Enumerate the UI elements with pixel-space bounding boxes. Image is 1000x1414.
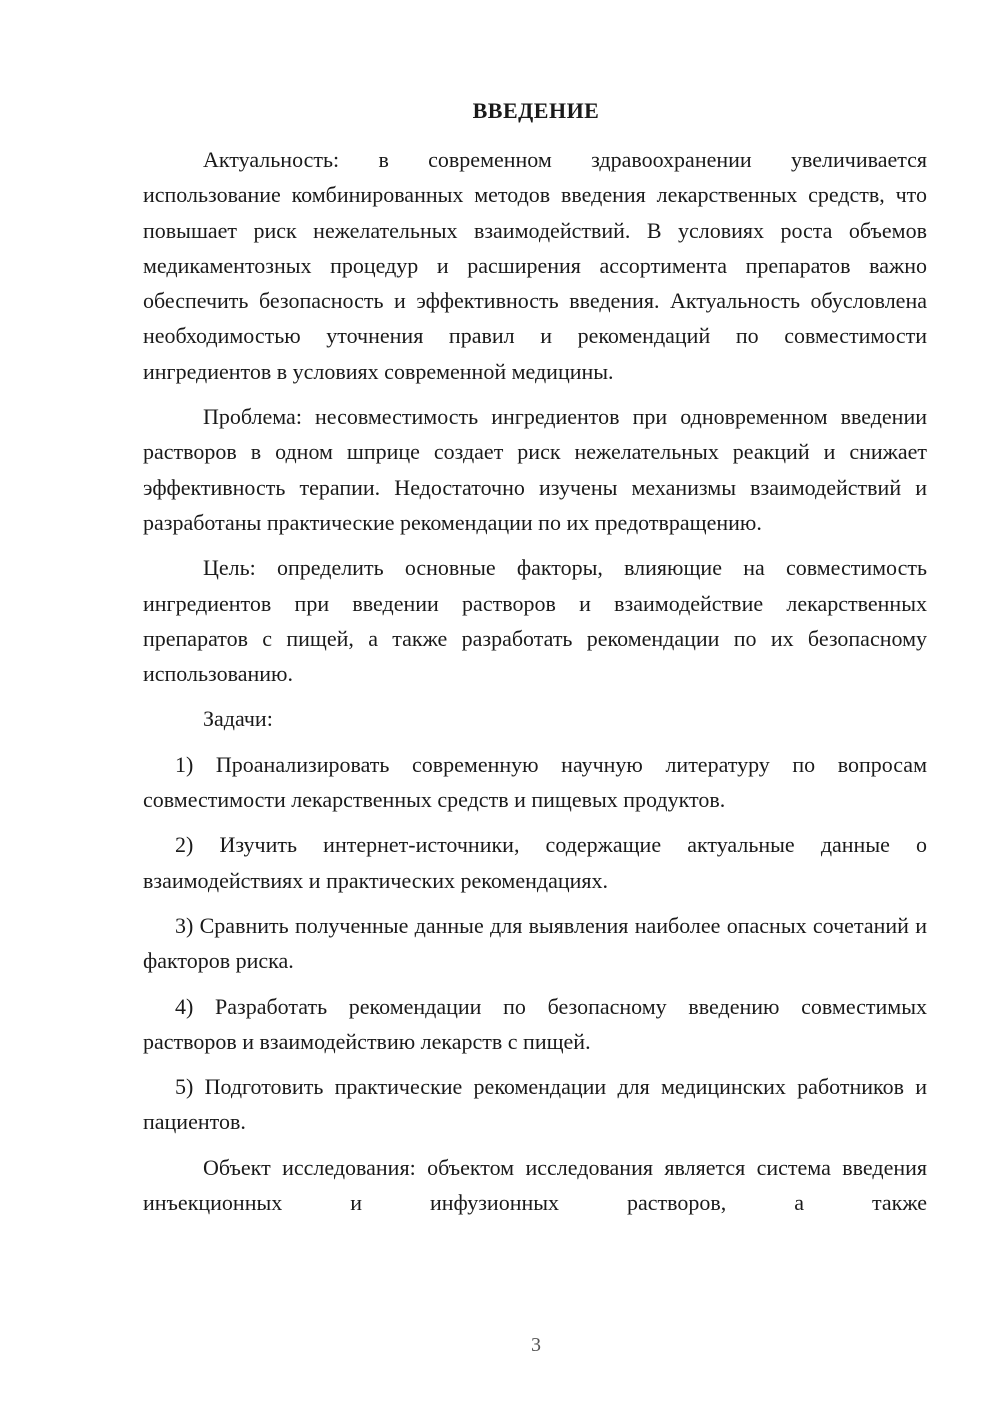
- task-item-3: 3) Сравнить полученные данные для выявления наиболее опасных сочетаний и факторов риска.: [143, 912, 927, 974]
- task-item-1: 1) Проанализировать современную научную литературу по вопросам совместимости лекарственных средств и пищевых продуктов.: [143, 751, 927, 813]
- tasks-label: Задачи:: [203, 706, 273, 732]
- task-item-4: 4) Разработать рекомендации по безопасному введению совместимых растворов и взаимодействию лекарств с пищей.: [143, 993, 927, 1054]
- task-item-5: 5) Подготовить практические рекомендации для медицинских работников и пациентов.: [143, 1074, 927, 1135]
- relevance-paragraph: Актуальность: в современном здравоохранении увеличивается использование комбинированных методов введения лекарственных средств, что повышает риск нежелательных взаимодействий. В условиях роста объемов медикаментозных процедур и расширения ассортимента препаратов важно обеспечить безопасность и эффективность введения. Актуальность обусловлена необходимостью уточнения правил и рекомендаций по совместимости ингредиентов в условиях современной медицины.: [143, 147, 927, 384]
- page-number: 3: [531, 1334, 541, 1356]
- body-text: [143, 142, 927, 1220]
- object-paragraph: Объект исследования: объектом исследования является система введения инъекционных и инфузионных растворов, а также: [143, 1154, 927, 1216]
- problem-paragraph: Проблема: несовместимость ингредиентов при одновременном введении растворов в одном шприце создает риск нежелательных реакций и снижает эффективность терапии. Недостаточно изучены механизмы взаимодействий и разработаны практические рекомендации по их предотвращению.: [143, 404, 927, 535]
- goal-paragraph: Цель: определить основные факторы, влияющие на совместимость ингредиентов при введении растворов и взаимодействие лекарственных препаратов с пищей, а также разработать рекомендации по их безопасному использованию.: [143, 555, 927, 687]
- task-item-2: 2) Изучить интернет-источники, содержащие актуальные данные о взаимодействиях и практических рекомендациях.: [143, 832, 927, 893]
- section-heading: ВВЕДЕНИЕ: [472, 98, 600, 123]
